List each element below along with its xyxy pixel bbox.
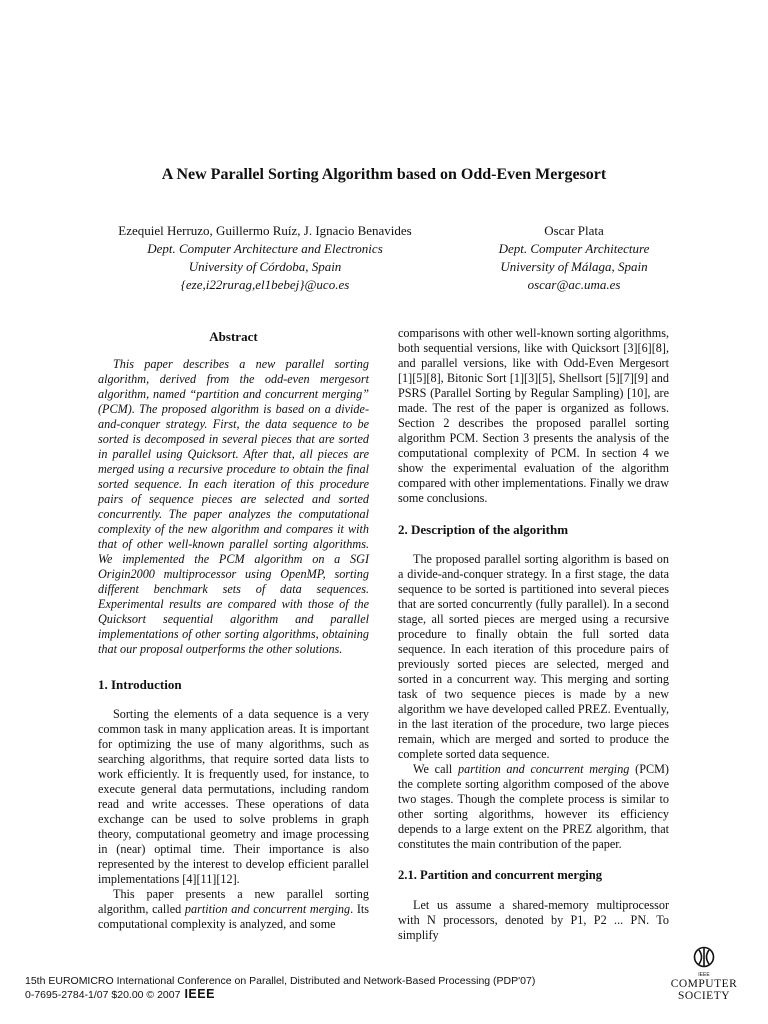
author-block-1: [85, 222, 445, 294]
logo-society-text: SOCIETY: [677, 990, 731, 1002]
author-university: University of Córdoba, Spain: [188, 259, 342, 274]
left-column: [98, 329, 369, 932]
intro-paragraph-2: This paper presents a new parallel sorting algorithm, called partition and concurrent merging. Its computational complexity is analyzed, and some: [98, 887, 370, 931]
author-block-2: [474, 222, 674, 294]
abstract-heading: Abstract: [209, 329, 258, 344]
emphasis: partition and concurrent merging: [458, 762, 630, 776]
ieee-globe-icon: [691, 946, 717, 968]
intro-continued: comparisons with other well-known sorting algorithms, both sequential versions, like with Quicksort [3][6][8], and parallel versions, like with Odd-Even Mergesort [1][5][8], Bitonic Sort [1][3][5], Shellsort [5][7][9] and PSRS (Parallel Sorting by Regular Sampling) [10], are made. The rest of the paper is organized as follows. Section 2 describes the proposed parallel sorting algorithm PCM. Section 3 presents the analysis of the computational complexity of PCM. In section 4 we show the experimental evaluation of the algorithm compared with other implementations. Finally we draw some conclusions.: [398, 326, 669, 505]
author-dept: Dept. Computer Architecture and Electronics: [147, 241, 383, 256]
author-university: University of Málaga, Spain: [500, 259, 648, 274]
emphasis: partition and concurrent merging: [184, 902, 351, 916]
footer-copyright: 0-7695-2784-1/07 $20.00 © 2007 IEEE: [25, 987, 215, 1001]
author-dept: Dept. Computer Architecture: [498, 241, 650, 256]
footer: [25, 975, 535, 1002]
ieee-logo-text: IEEE: [184, 987, 215, 1001]
right-column: [398, 326, 669, 943]
section-2-paragraph-1: The proposed parallel sorting algorithm is based on a divide-and-conquer strategy. In a first stage, the data sequence to be sorted is partitioned into several pieces that are sorted concurrently (fully parallel). In a second stage, all sorted pieces are merged using a recursive procedure to finally obtain the full sorted data sequence. In each iteration of this procedure pairs of previously sorted pieces are selected, merged and sorted in a concurrent way. This merging and sorting task of two sequence pieces is made by a new algorithm we have developed called PREZ. Eventually, in the last iteration of the procedure, two large pieces remain, which are merged and sorted to produce the complete sorted data sequence.: [398, 552, 669, 761]
section-2-1-paragraph-1: Let us assume a shared-memory multiprocessor with N processors, denoted by P1, P2 ... PN. To simplify: [398, 898, 669, 942]
author-email: oscar@ac.uma.es: [527, 277, 621, 292]
logo-small-text: IEEE: [698, 972, 710, 978]
footer-conference: 15th EUROMICRO International Conference on Parallel, Distributed and Network-Based Processing (PDP'07): [25, 975, 536, 987]
logo-computer-text: COMPUTER: [670, 978, 738, 990]
abstract-text: This paper describes a new parallel sorting algorithm, derived from the odd-even mergesort algorithm, named “partition and concurrent merging” (PCM). The proposed algorithm is based on a divide-and-conquer strategy. First, the data sequence to be sorted is decomposed in several pieces that are sorted in parallel using Quicksort. After that, all pieces are merged using a recursive procedure to obtain the final sorted sequence. In each iteration of this procedure pairs of sequence pieces are selected and sorted concurrently. The paper analyzes the computational complexity of the new algorithm and compares it with that of other well-known parallel sorting algorithms. We implemented the PCM algorithm on a SGI Origin2000 multiprocessor using OpenMP, sorting different benchmark sets of data sequences. Experimental results are compared with those of the Quicksort sequential algorithm and parallel implementations of other sorting algorithms, obtaining that our proposal outperforms the other solutions.: [98, 357, 369, 656]
computer-society-logo: [664, 946, 744, 1002]
author-email: {eze,i22rurag,el1bebej}@uco.es: [180, 277, 350, 292]
author-names: Ezequiel Herruzo, Guillermo Ruíz, J. Ignacio Benavides: [118, 223, 412, 238]
author-names: Oscar Plata: [544, 223, 604, 238]
section-1-heading: 1. Introduction: [98, 677, 182, 692]
section-2-heading: 2. Description of the algorithm: [398, 522, 569, 537]
section-2-paragraph-2: We call partition and concurrent merging (PCM) the complete sorting algorithm composed of the above two stages. Though the complete process is similar to other sorting algorithms, however its efficiency depends to a large extent on the PREZ algorithm, that constitutes the main contribution of the paper.: [398, 762, 669, 851]
section-2-1-heading: 2.1. Partition and concurrent merging: [398, 868, 603, 882]
intro-paragraph-1: Sorting the elements of a data sequence is a very common task in many application areas. It is important for optimizing the use of many algorithms, such as searching algorithms, that require sorted data lists to work efficiently. It is frequently used, for instance, to execute general data permutations, including random read and write accesses. These operations of data exchange can be used to solve problems in graph theory, computational geometry and image processing in (near) optimal time. Their importance is also represented by the interest to develop efficient parallel implementations [4][11][12].: [98, 707, 369, 886]
paper-title: A New Parallel Sorting Algorithm based on Odd-Even Mergesort: [161, 166, 607, 183]
